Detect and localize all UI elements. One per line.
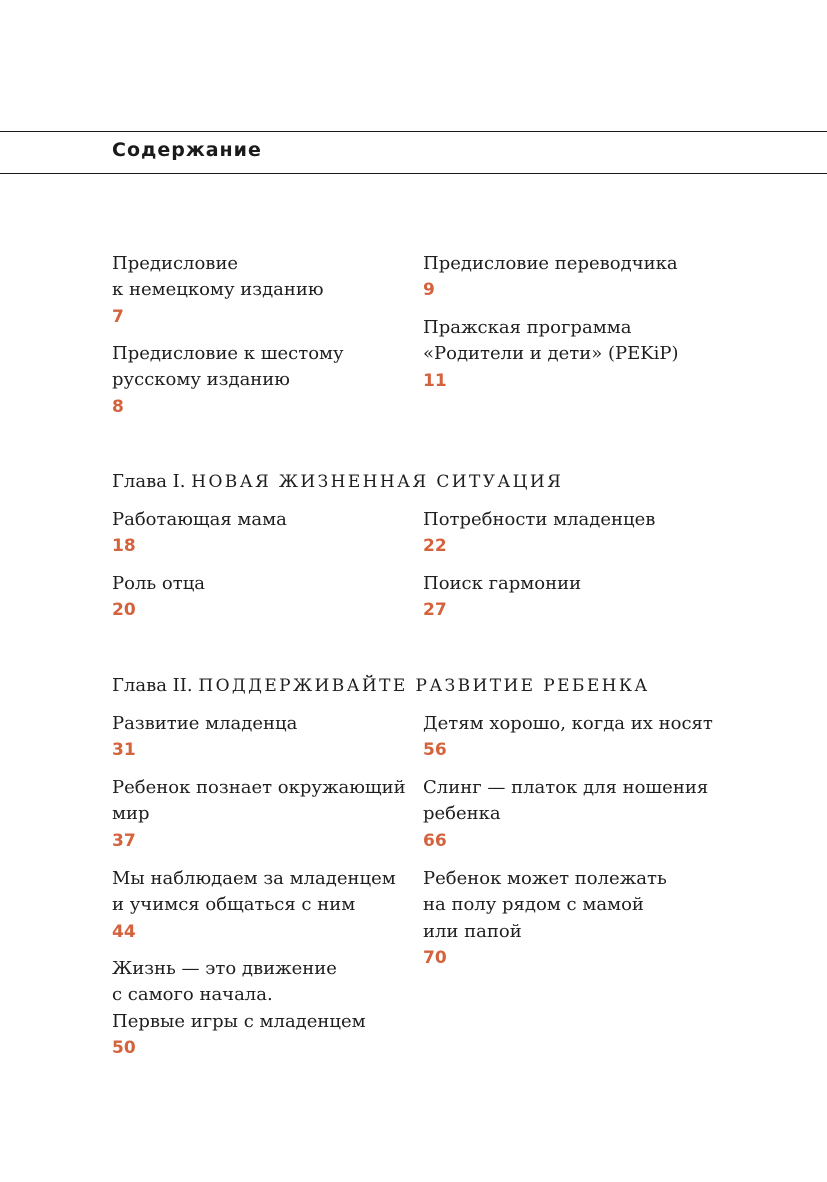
toc-entry-page: 44 [112,921,136,942]
toc-entry-title: Предисловие к немецкому изданию [112,253,324,301]
toc-entry-page: 31 [112,740,136,761]
toc-entry[interactable] [423,866,723,971]
page-title: Содержание [112,139,262,161]
toc-entry-page: 18 [112,536,136,557]
toc-entry[interactable] [112,711,412,763]
chapter-label: Глава II. [112,675,193,696]
toc-entry[interactable] [423,315,723,394]
toc-entry-page: 27 [423,600,447,621]
toc-entry[interactable] [112,341,412,420]
toc-entry-title: Предисловие к шестому русскому изданию [112,343,344,391]
toc-entry[interactable] [423,507,723,559]
header-top-rule [0,131,827,132]
toc-entry[interactable] [423,711,723,763]
toc-entry-title: Предисловие переводчика [423,253,678,274]
toc-entry-page: 50 [112,1037,136,1058]
header-bottom-rule [0,173,827,174]
toc-entry-page: 22 [423,536,447,557]
toc-entry-title: Развитие младенца [112,713,298,734]
toc-entry-title: Потребности младенцев [423,509,656,530]
toc-entry[interactable] [112,571,412,623]
toc-entry-page: 20 [112,600,136,621]
toc-entry-page: 66 [423,830,447,851]
toc-entry-page: 7 [112,306,124,327]
toc-entry[interactable] [112,956,412,1061]
toc-entry-page: 11 [423,370,447,391]
toc-entry-title: Поиск гармонии [423,573,582,594]
toc-entry[interactable] [112,251,412,330]
toc-entry-page: 37 [112,830,136,851]
toc-entry-page: 56 [423,740,447,761]
toc-entry[interactable] [112,775,412,854]
toc-entry-page: 70 [423,947,447,968]
chapter-name: НОВАЯ ЖИЗНЕННАЯ СИТУАЦИЯ [191,472,564,492]
chapter-label: Глава I. [112,471,186,492]
chapter-name: ПОДДЕРЖИВАЙТЕ РАЗВИТИЕ РЕБЕНКА [198,676,650,696]
chapter-heading [112,674,650,698]
toc-entry-title: Пражская программа «Родители и дети» (PEKiP) [423,317,679,365]
toc-entry-title: Жизнь — это движение с самого начала. Первые игры с младенцем [112,958,366,1032]
toc-entry-title: Работающая мама [112,509,287,530]
toc-entry-title: Роль отца [112,573,206,594]
toc-entry-title: Детям хорошо, когда их носят [423,713,713,734]
toc-entry[interactable] [423,571,723,623]
toc-entry-title: Ребенок познает окружающий мир [112,777,406,825]
toc-entry[interactable] [423,251,723,303]
toc-entry[interactable] [423,775,723,854]
toc-entry-page: 8 [112,396,124,417]
toc-entry[interactable] [112,507,412,559]
toc-entry-title: Ребенок может полежать на полу рядом с мамой или папой [423,868,667,942]
toc-entry-title: Мы наблюдаем за младенцем и учимся общаться с ним [112,868,396,916]
chapter-heading [112,470,563,494]
toc-entry[interactable] [112,866,412,945]
toc-entry-page: 9 [423,280,435,301]
toc-entry-title: Слинг — платок для ношения ребенка [423,777,709,825]
